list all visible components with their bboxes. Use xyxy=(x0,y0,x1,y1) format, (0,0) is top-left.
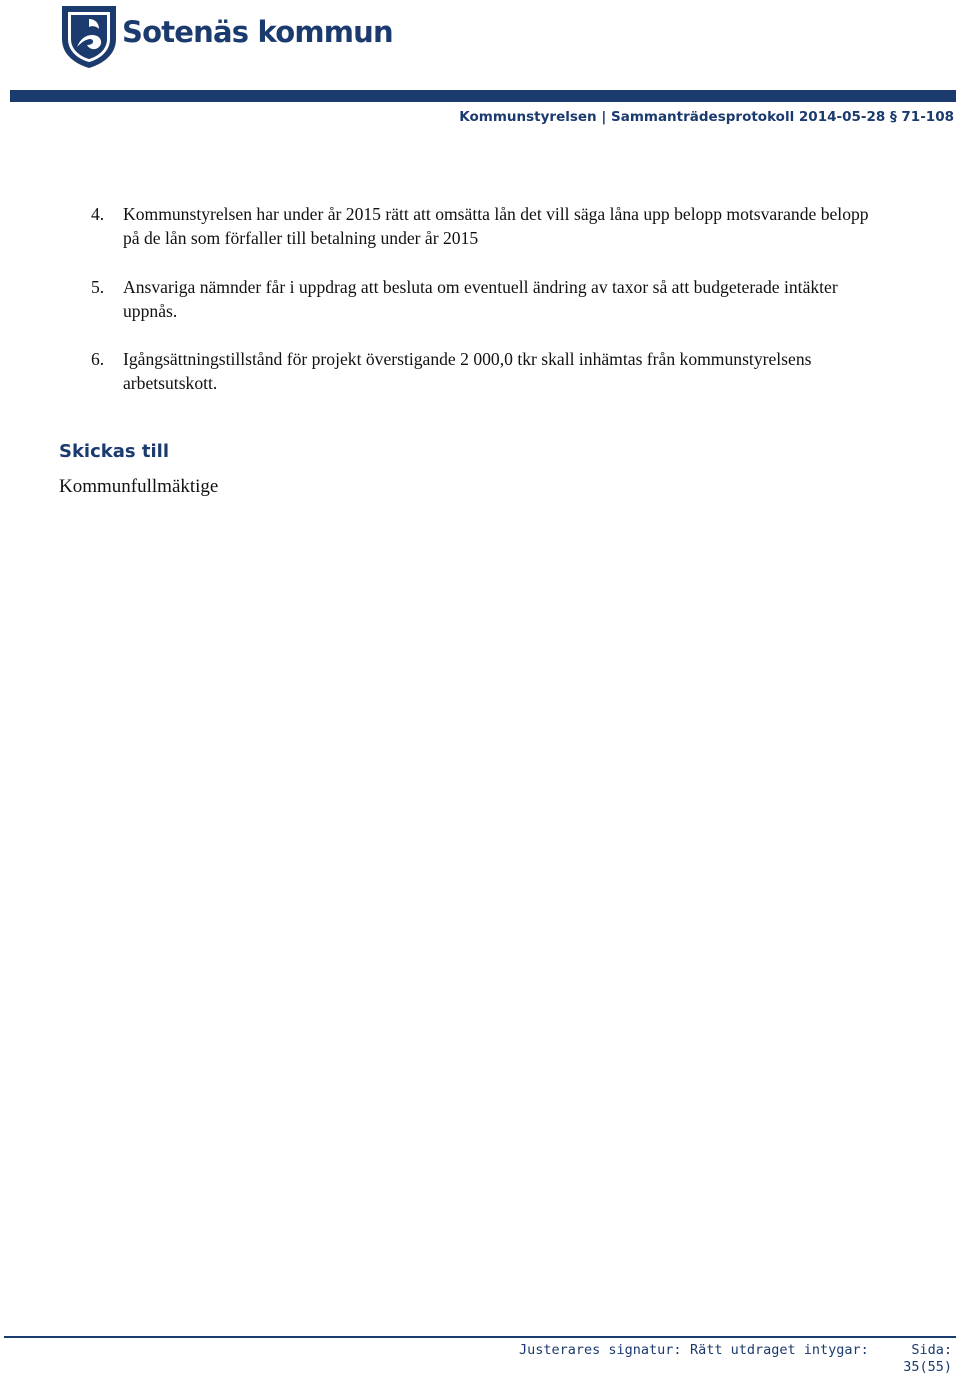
send-to-recipient: Kommunfullmäktige xyxy=(59,476,219,497)
page-number: 35(55) xyxy=(903,1359,952,1375)
header-bar xyxy=(10,90,956,102)
sotenas-logo-icon xyxy=(59,3,119,69)
item-number: 4. xyxy=(91,204,105,224)
list-item xyxy=(91,202,871,250)
item-number: 5. xyxy=(91,277,105,297)
signature-label: Justerares signatur: xyxy=(519,1342,682,1358)
list-item xyxy=(91,347,871,395)
item-text: Kommunstyrelsen har under år 2015 rätt att omsätta lån det vill säga låna upp belopp motsvarande belopp på de lån som förfaller till betalning under år 2015 xyxy=(123,204,869,248)
item-text: Igångsättningstillstånd för projekt överstigande 2 000,0 tkr skall inhämtas från kommunstyrelsens arbetsutskott. xyxy=(123,349,812,393)
page-label: Sida: xyxy=(911,1342,952,1358)
footer-divider xyxy=(4,1336,956,1338)
document-title: Kommunstyrelsen | Sammanträdesprotokoll 2014-05-28 § 71-108 xyxy=(459,109,954,125)
certified-label: Rätt utdraget intygar: xyxy=(690,1342,869,1358)
list-item xyxy=(91,275,871,323)
item-text: Ansvariga nämnder får i uppdrag att besluta om eventuell ändring av taxor så att budgeterade intäkter uppnås. xyxy=(123,277,838,321)
municipality-name: Sotenäs kommun xyxy=(122,15,393,49)
send-to-heading: Skickas till xyxy=(59,441,169,462)
item-number: 6. xyxy=(91,349,105,369)
